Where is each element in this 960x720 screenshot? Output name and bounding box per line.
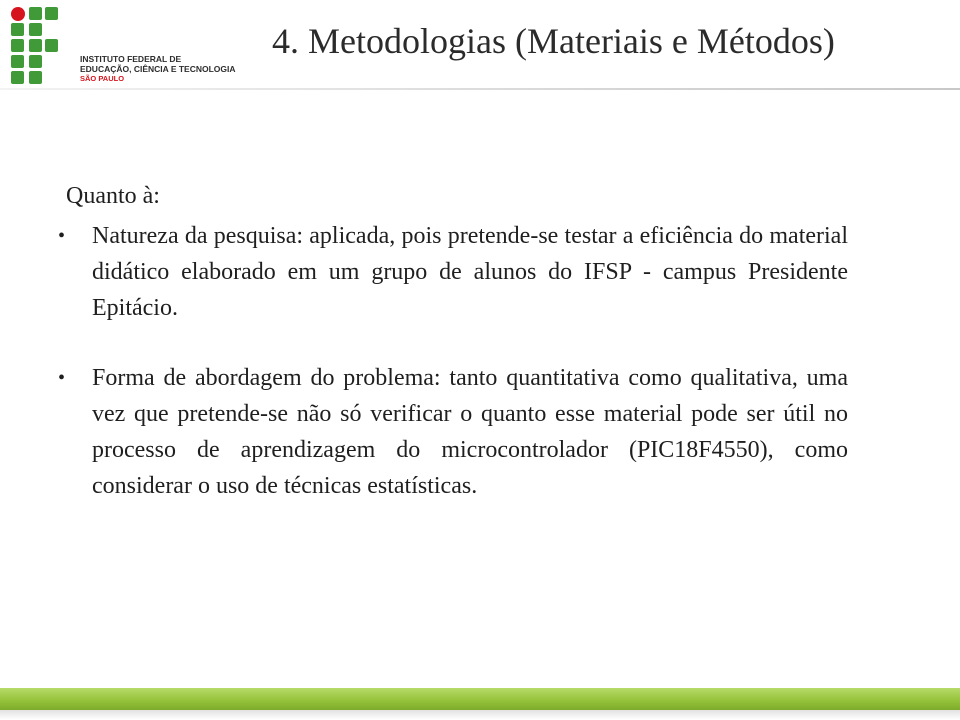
bullet-item-approach <box>58 360 848 504</box>
institution-logo <box>10 6 236 88</box>
footer-shadow <box>0 710 960 720</box>
bullet-list <box>58 218 848 504</box>
footer-accent-bar <box>0 688 960 710</box>
logo-text <box>80 54 236 84</box>
logo-grid-icon <box>10 6 74 88</box>
bullet-text: Forma de abordagem do problema: tanto quantitativa como qualitativa, uma vez que pretende-se não só verificar o quanto esse material pode ser útil no processo de aprendizagem do microcontrolador (PIC18F4550), como considerar o uso de técnicas estatísticas. <box>92 365 848 499</box>
logo-line-institute: INSTITUTO FEDERAL DE <box>80 54 182 64</box>
slide-content <box>58 178 848 538</box>
bullet-item-research-nature <box>58 218 848 326</box>
slide-title: 4. Metodologias (Materiais e Métodos) <box>272 21 835 61</box>
logo-line-education: EDUCAÇÃO, CIÊNCIA E TECNOLOGIA <box>80 64 236 74</box>
intro-text: Quanto à: <box>66 183 160 209</box>
title-divider <box>0 88 960 90</box>
bullet-icon: • <box>58 367 66 389</box>
logo-line-sao-paulo: SÃO PAULO <box>80 74 125 83</box>
bullet-text: Natureza da pesquisa: aplicada, pois pretende-se testar a eficiência do material didático elaborado em um grupo de alunos do IFSP - campus Presidente Epitácio. <box>92 223 848 321</box>
bullet-icon: • <box>58 225 66 247</box>
